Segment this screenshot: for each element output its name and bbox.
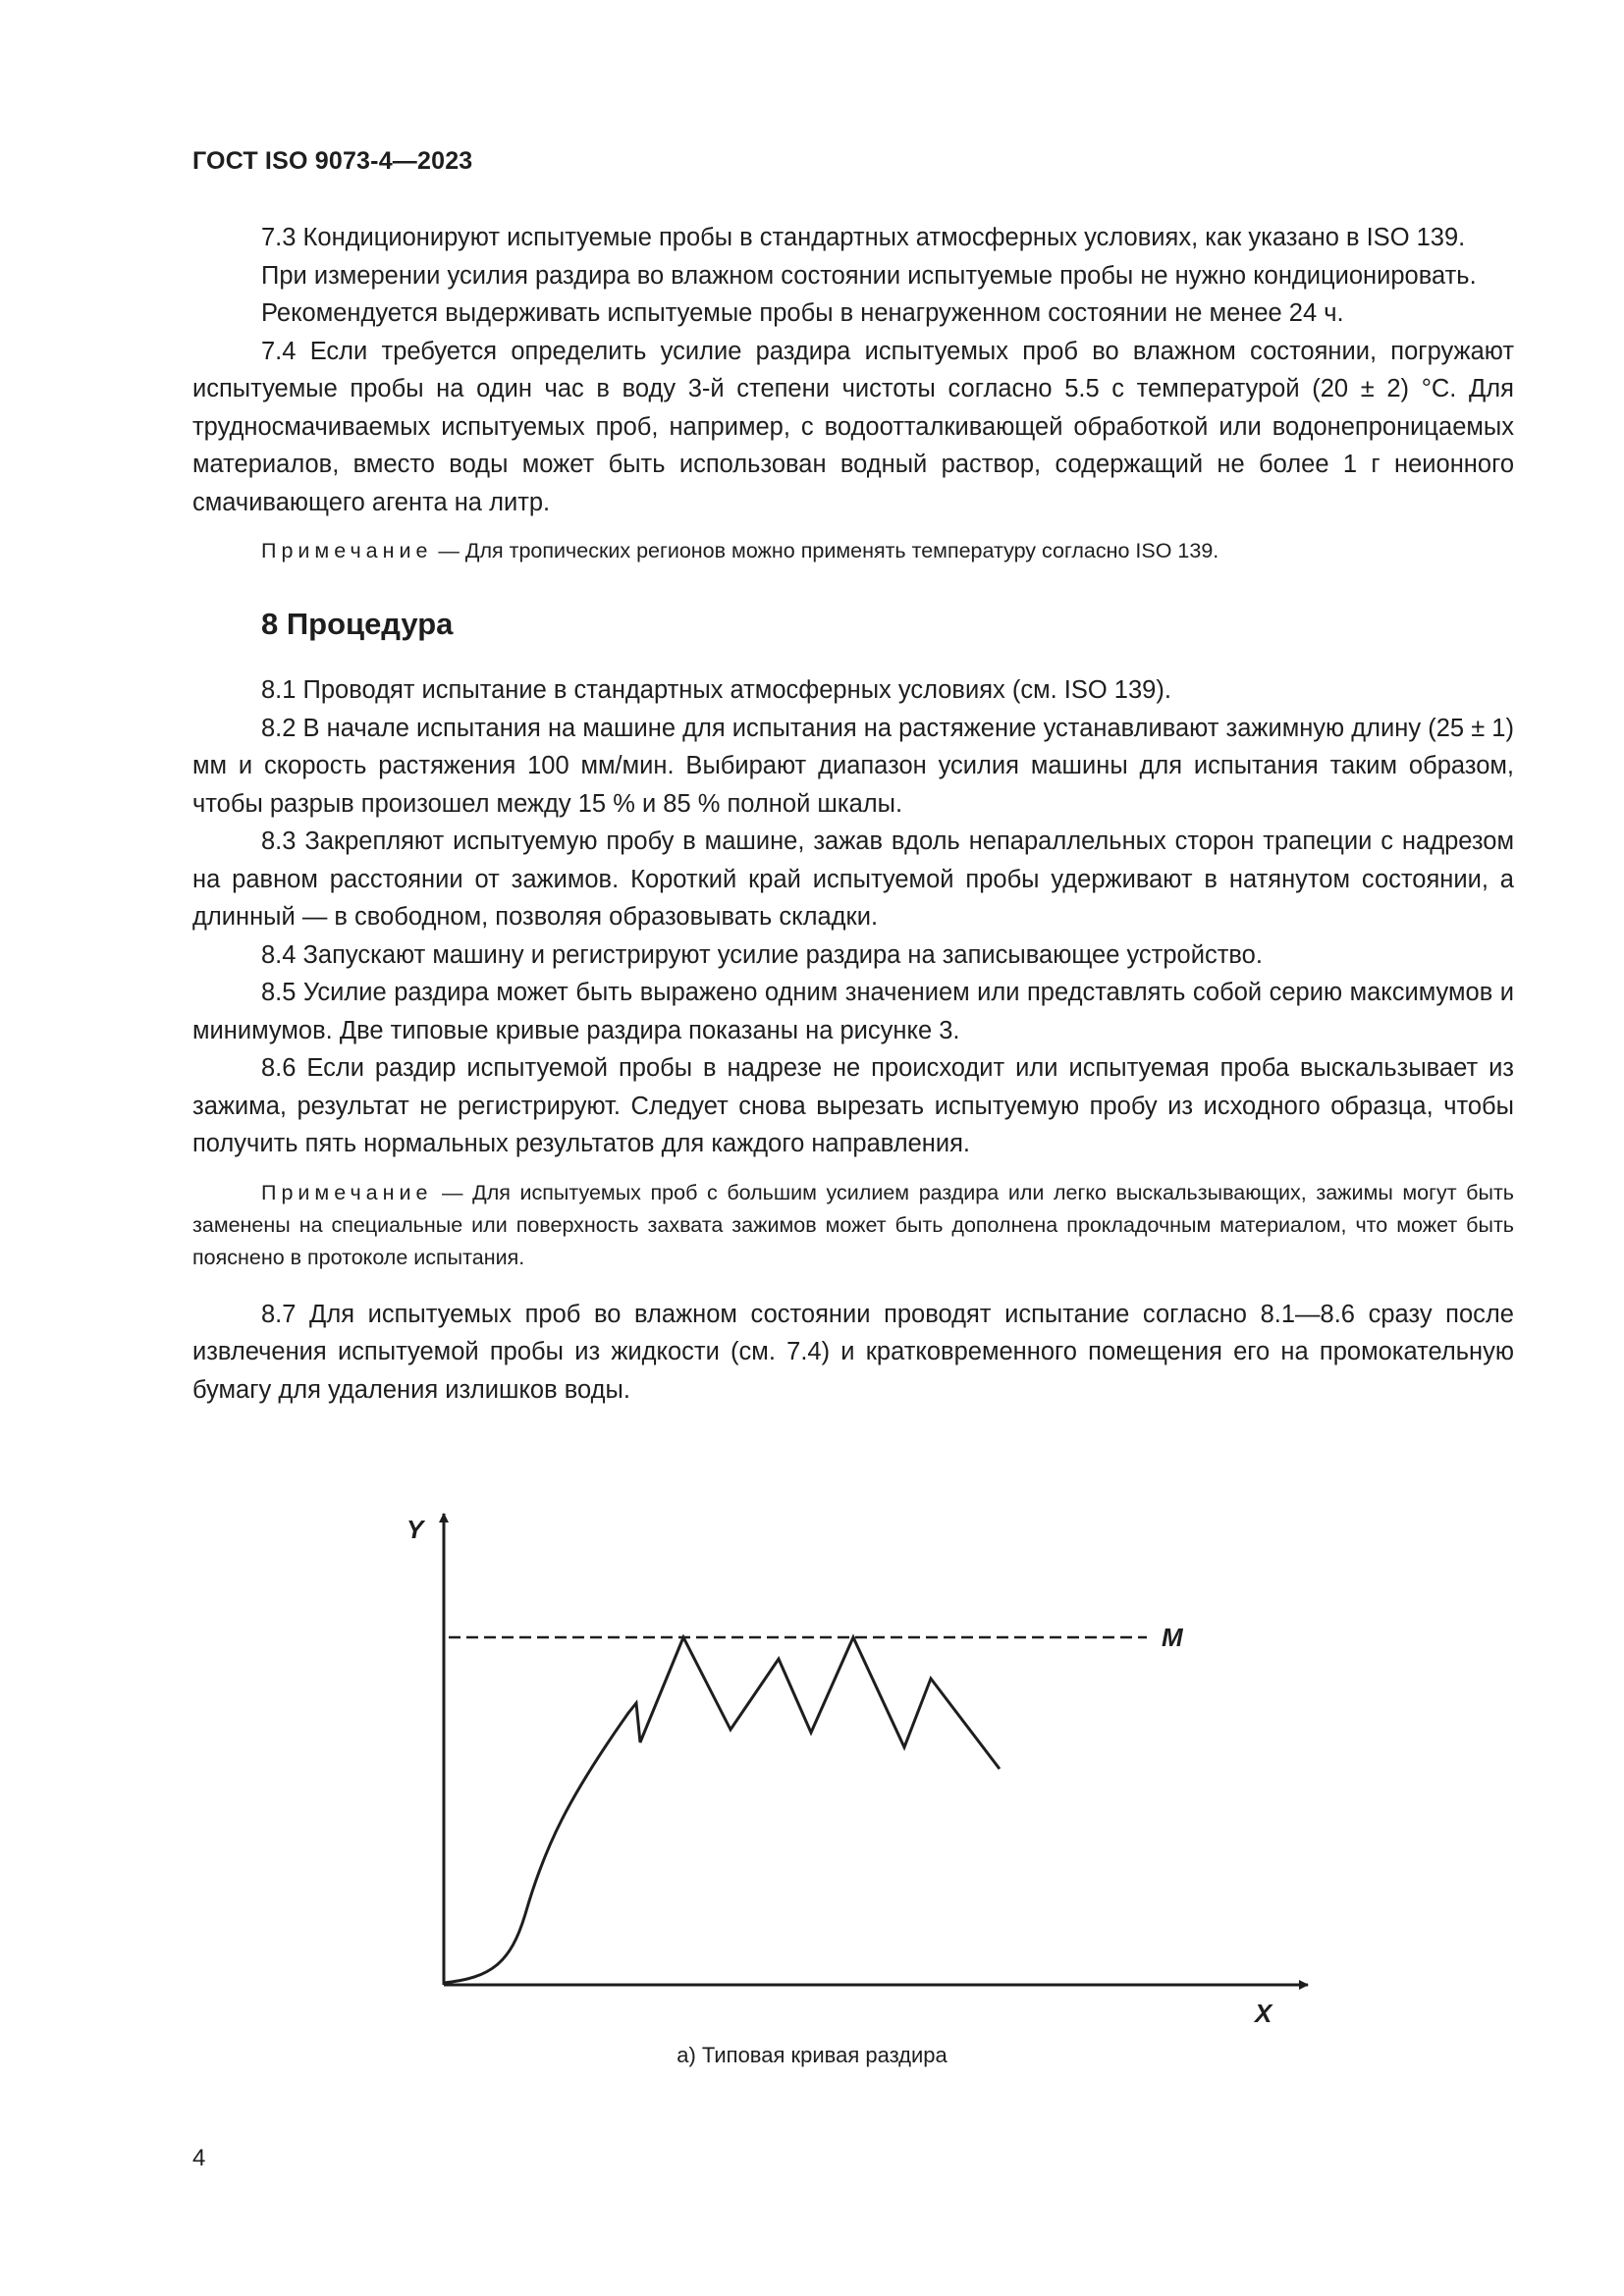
max-line-label: M xyxy=(1162,1623,1183,1652)
paragraph-8-6: 8.6 Если раздир испытуемой пробы в надрезе не происходит или испытуемая проба выскальзывает из зажима, результат не регистрируют. Следует снова вырезать испытуемую пробу из исходного образца, чтобы получить пять нормальных результатов для каждого направления. xyxy=(192,1054,1514,1157)
tear-curve-figure xyxy=(0,1472,1624,2071)
x-axis-label: X xyxy=(1255,1999,1272,2028)
figure-caption: а) Типовая кривая раздира xyxy=(677,2043,947,2067)
paragraph-8-5: 8.5 Усилие раздира может быть выражено одним значением или представлять собой серию максимумов и минимумов. Две типовые кривые раздира показаны на рисунке 3. xyxy=(192,979,1514,1044)
note-text: — Для тропических регионов можно применять температуру согласно ISO 139. xyxy=(432,539,1219,562)
note-label: Примечание xyxy=(261,539,433,562)
paragraph-8-1: 8.1 Проводят испытание в стандартных атмосферных условиях (см. ISO 139). xyxy=(261,676,1171,704)
paragraph-8-3: 8.3 Закрепляют испытуемую пробу в машине, зажав вдоль непараллельных сторон трапеции с надрезом на равном расстоянии от зажимов. Короткий край испытуемой пробы удерживают в натянутом состоянии, а длинный — в свободном, позволяя образовывать складки. xyxy=(192,828,1514,931)
paragraph-8-2: 8.2 В начале испытания на машине для испытания на растяжение устанавливают зажимную длину (25 ± 1) мм и скорость растяжения 100 мм/мин. Выбирают диапазон усилия машины для испытания таким образом, чтобы разрыв произошел между 15 % и 85 % полной шкалы. xyxy=(192,714,1514,818)
paragraph-7-3: 7.3 Кондиционируют испытуемые пробы в стандартных атмосферных условиях, как указано в ISO 139. xyxy=(261,224,1466,251)
y-axis-label: Y xyxy=(406,1515,424,1544)
note-label: Примечание xyxy=(261,1180,433,1204)
page-number: 4 xyxy=(192,2145,206,2171)
paragraph-8-7: 8.7 Для испытуемых проб во влажном состоянии проводят испытание согласно 8.1—8.6 сразу после извлечения испытуемой пробы из жидкости (см. 7.4) и кратковременного помещения его на промокательную бумагу для удаления излишков воды. xyxy=(192,1300,1514,1404)
note-tropical xyxy=(192,535,1514,567)
document-header: ГОСТ ISO 9073-4—2023 xyxy=(192,147,473,175)
document-body xyxy=(192,219,1514,1409)
paragraph-8-4: 8.4 Запускают машину и регистрируют усилие раздира на записывающее устройство. xyxy=(261,940,1263,969)
paragraph-7-4: 7.4 Если требуется определить усилие раздира испытуемых проб во влажном состоянии, погружают испытуемые пробы на один час в воду 3-й степени чистоты согласно 5.5 с температурой (20 ± 2) °С. Для трудносмачиваемых испытуемых проб, например, с водоотталкивающей обработкой или водонепроницаемых материалов, вместо воды может быть использован водный раствор, содержащий не более 1 г неионного смачивающего агента на литр. xyxy=(192,337,1514,516)
paragraph-7-3-rest: Рекомендуется выдерживать испытуемые пробы в ненагруженном состоянии не менее 24 ч. xyxy=(261,299,1344,327)
section-heading-8: 8 Процедура xyxy=(261,607,454,641)
note-text: — Для испытуемых проб с большим усилием раздира или легко выскальзывающих, зажимы могут быть заменены на специальные или поверхность захвата зажимов может быть дополнена прокладочным материалом, что может быть пояснено в протоколе испытания. xyxy=(192,1180,1514,1269)
note-clamps xyxy=(192,1177,1514,1274)
tear-curve xyxy=(444,1637,1000,1983)
paragraph-7-3-wet: При измерении усилия раздира во влажном состоянии испытуемые пробы не нужно кондиционировать. xyxy=(261,261,1477,290)
